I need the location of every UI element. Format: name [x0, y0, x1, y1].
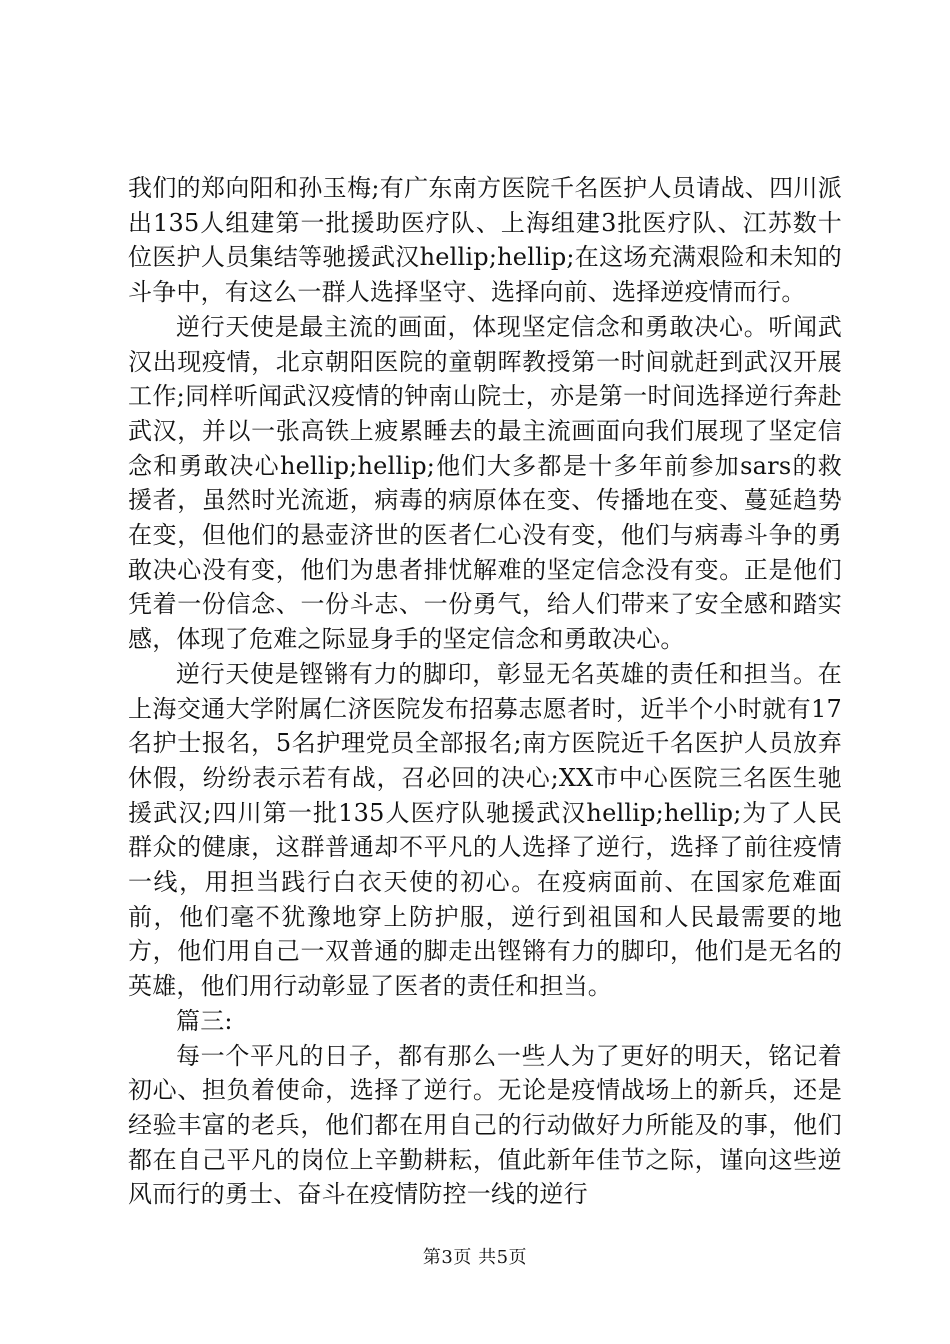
paragraph-angels-footprints: 逆行天使是铿锵有力的脚印，彰显无名英雄的责任和担当。在上海交通大学附属仁济医院发布招募志愿者时，近半个小时就有17名护士报名，5名护理党员全部报名;南方医院近千名医护人员放弃休假，纷纷表示若有战，召必回的决心;XX市中心医院三名医生驰援武汉;四川第一批135人医疗队驰援武汉hellip;hellip;为了人民群众的健康，这群普通却不平凡的人选择了逆行，选择了前往疫情一线，用担当践行白衣天使的初心。在疫病面前、在国家危难面前，他们毫不犹豫地穿上防护服，逆行到祖国和人民最需要的地方，他们用自己一双普通的脚走出铿锵有力的脚印，他们是无名的英雄，他们用行动彰显了医者的责任和担当。	[128, 659, 842, 1001]
document-body	[128, 171, 842, 1212]
paragraph-ordinary-days: 每一个平凡的日子，都有那么一些人为了更好的明天，铭记着初心、担负着使命，选择了逆行。无论是疫情战场上的新兵，还是经验丰富的老兵，他们都在用自己的行动做好力所能及的事，他们都在自己平凡的岗位上辛勤耕耘，值此新年佳节之际，谨向这些逆风而行的勇士、奋斗在疫情防控一线的逆行	[128, 1041, 842, 1209]
paragraph-angels-faith: 逆行天使是最主流的画面，体现坚定信念和勇敢决心。听闻武汉出现疫情，北京朝阳医院的童朝晖教授第一时间就赶到武汉开展工作;同样听闻武汉疫情的钟南山院士，亦是第一时间选择逆行奔赴武汉，并以一张高铁上疲累睡去的最主流画面向我们展现了坚定信念和勇敢决心hellip;hellip;他们大多都是十多年前参加sars的救援者，虽然时光流逝，病毒的病原体在变、传播地在变、蔓延趋势在变，但他们的悬壶济世的医者仁心没有变，他们与病毒斗争的勇敢决心没有变，他们为患者排忧解难的坚定信念没有变。正是他们凭着一份信念、一份斗志、一份勇气，给人们带来了安全感和踏实感，体现了危难之际显身手的坚定信念和勇敢决心。	[128, 312, 842, 654]
paragraph-continuation: 我们的郑向阳和孙玉梅;有广东南方医院千名医护人员请战、四川派出135人组建第一批援助医疗队、上海组建3批医疗队、江苏数十位医护人员集结等驰援武汉hellip;hellip;在这场充满艰险和未知的斗争中，有这么一群人选择坚守、选择向前、选择逆疫情而行。	[128, 174, 842, 307]
page-number-footer: 第3页 共5页	[422, 1247, 528, 1268]
section-heading-part-three: 篇三:	[176, 1006, 233, 1035]
